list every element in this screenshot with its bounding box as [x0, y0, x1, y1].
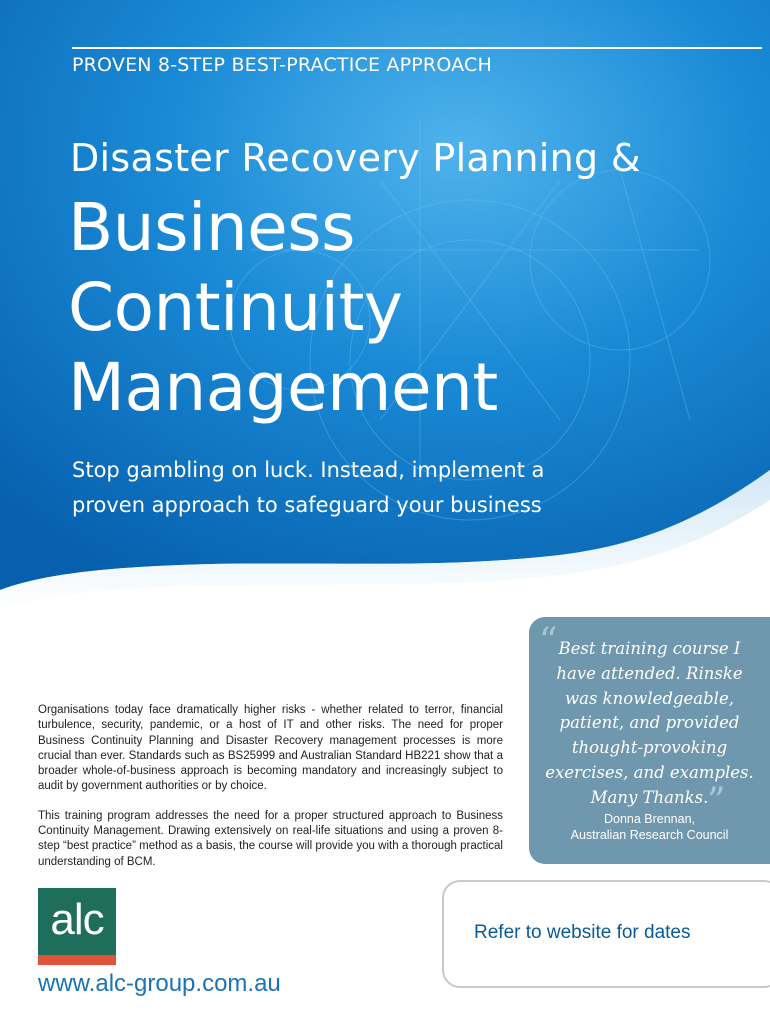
- tagline: PROVEN 8-STEP BEST-PRACTICE APPROACH: [72, 54, 492, 76]
- page-title: [68, 188, 498, 428]
- testimonial-organisation: Australian Research Council: [570, 828, 729, 842]
- intro-text: [38, 703, 503, 884]
- testimonial-attribution: [529, 811, 770, 843]
- intro-paragraph-2: This training program addresses the need for a proper structured approach to Business Continuity Management. Drawing extensively on real-life situations and using a proven 8-step “best practice” method as a basis, the course will provide you with a thorough practical understanding of BCM.: [38, 809, 503, 868]
- close-quote-icon: ”: [707, 781, 726, 822]
- testimonial-quote: Best training course I have attended. Rinske was knowledgeable, patient, and provided thought-provoking exercises, and examples. Many Thanks.: [545, 639, 754, 807]
- testimonial-box: [529, 617, 770, 864]
- website-link[interactable]: www.alc-group.com.au: [38, 970, 281, 997]
- open-quote-icon: “: [539, 621, 558, 662]
- title-line-management: Management: [68, 349, 498, 426]
- dates-label: Refer to website for dates: [474, 922, 691, 943]
- logo-text: alc: [50, 895, 104, 944]
- logo-red-bar: [38, 955, 116, 965]
- title-prefix: Disaster Recovery Planning &: [70, 136, 641, 180]
- intro-paragraph-1: Organisations today face dramatically higher risks - whether related to terror, financial turbulence, security, pandemic, or a host of IT and other risks. The need for proper Business Continuity Planning and Disaster Recovery management processes is more crucial than ever. Standards such as BS25999 and Australian Standard HB221 show that a broader whole-of-business approach is becoming mandatory and increasingly subject to audit by government authorities or by choice.: [38, 704, 503, 793]
- testimonial-author: Donna Brennan,: [603, 812, 696, 826]
- subheading: Stop gambling on luck. Instead, implement a proven approach to safeguard your business: [72, 458, 545, 517]
- title-line-business: Business: [68, 189, 356, 266]
- dates-box: [442, 880, 770, 988]
- tagline-rule: [72, 47, 762, 49]
- title-line-continuity: Continuity: [68, 269, 403, 346]
- alc-logo: [38, 888, 116, 966]
